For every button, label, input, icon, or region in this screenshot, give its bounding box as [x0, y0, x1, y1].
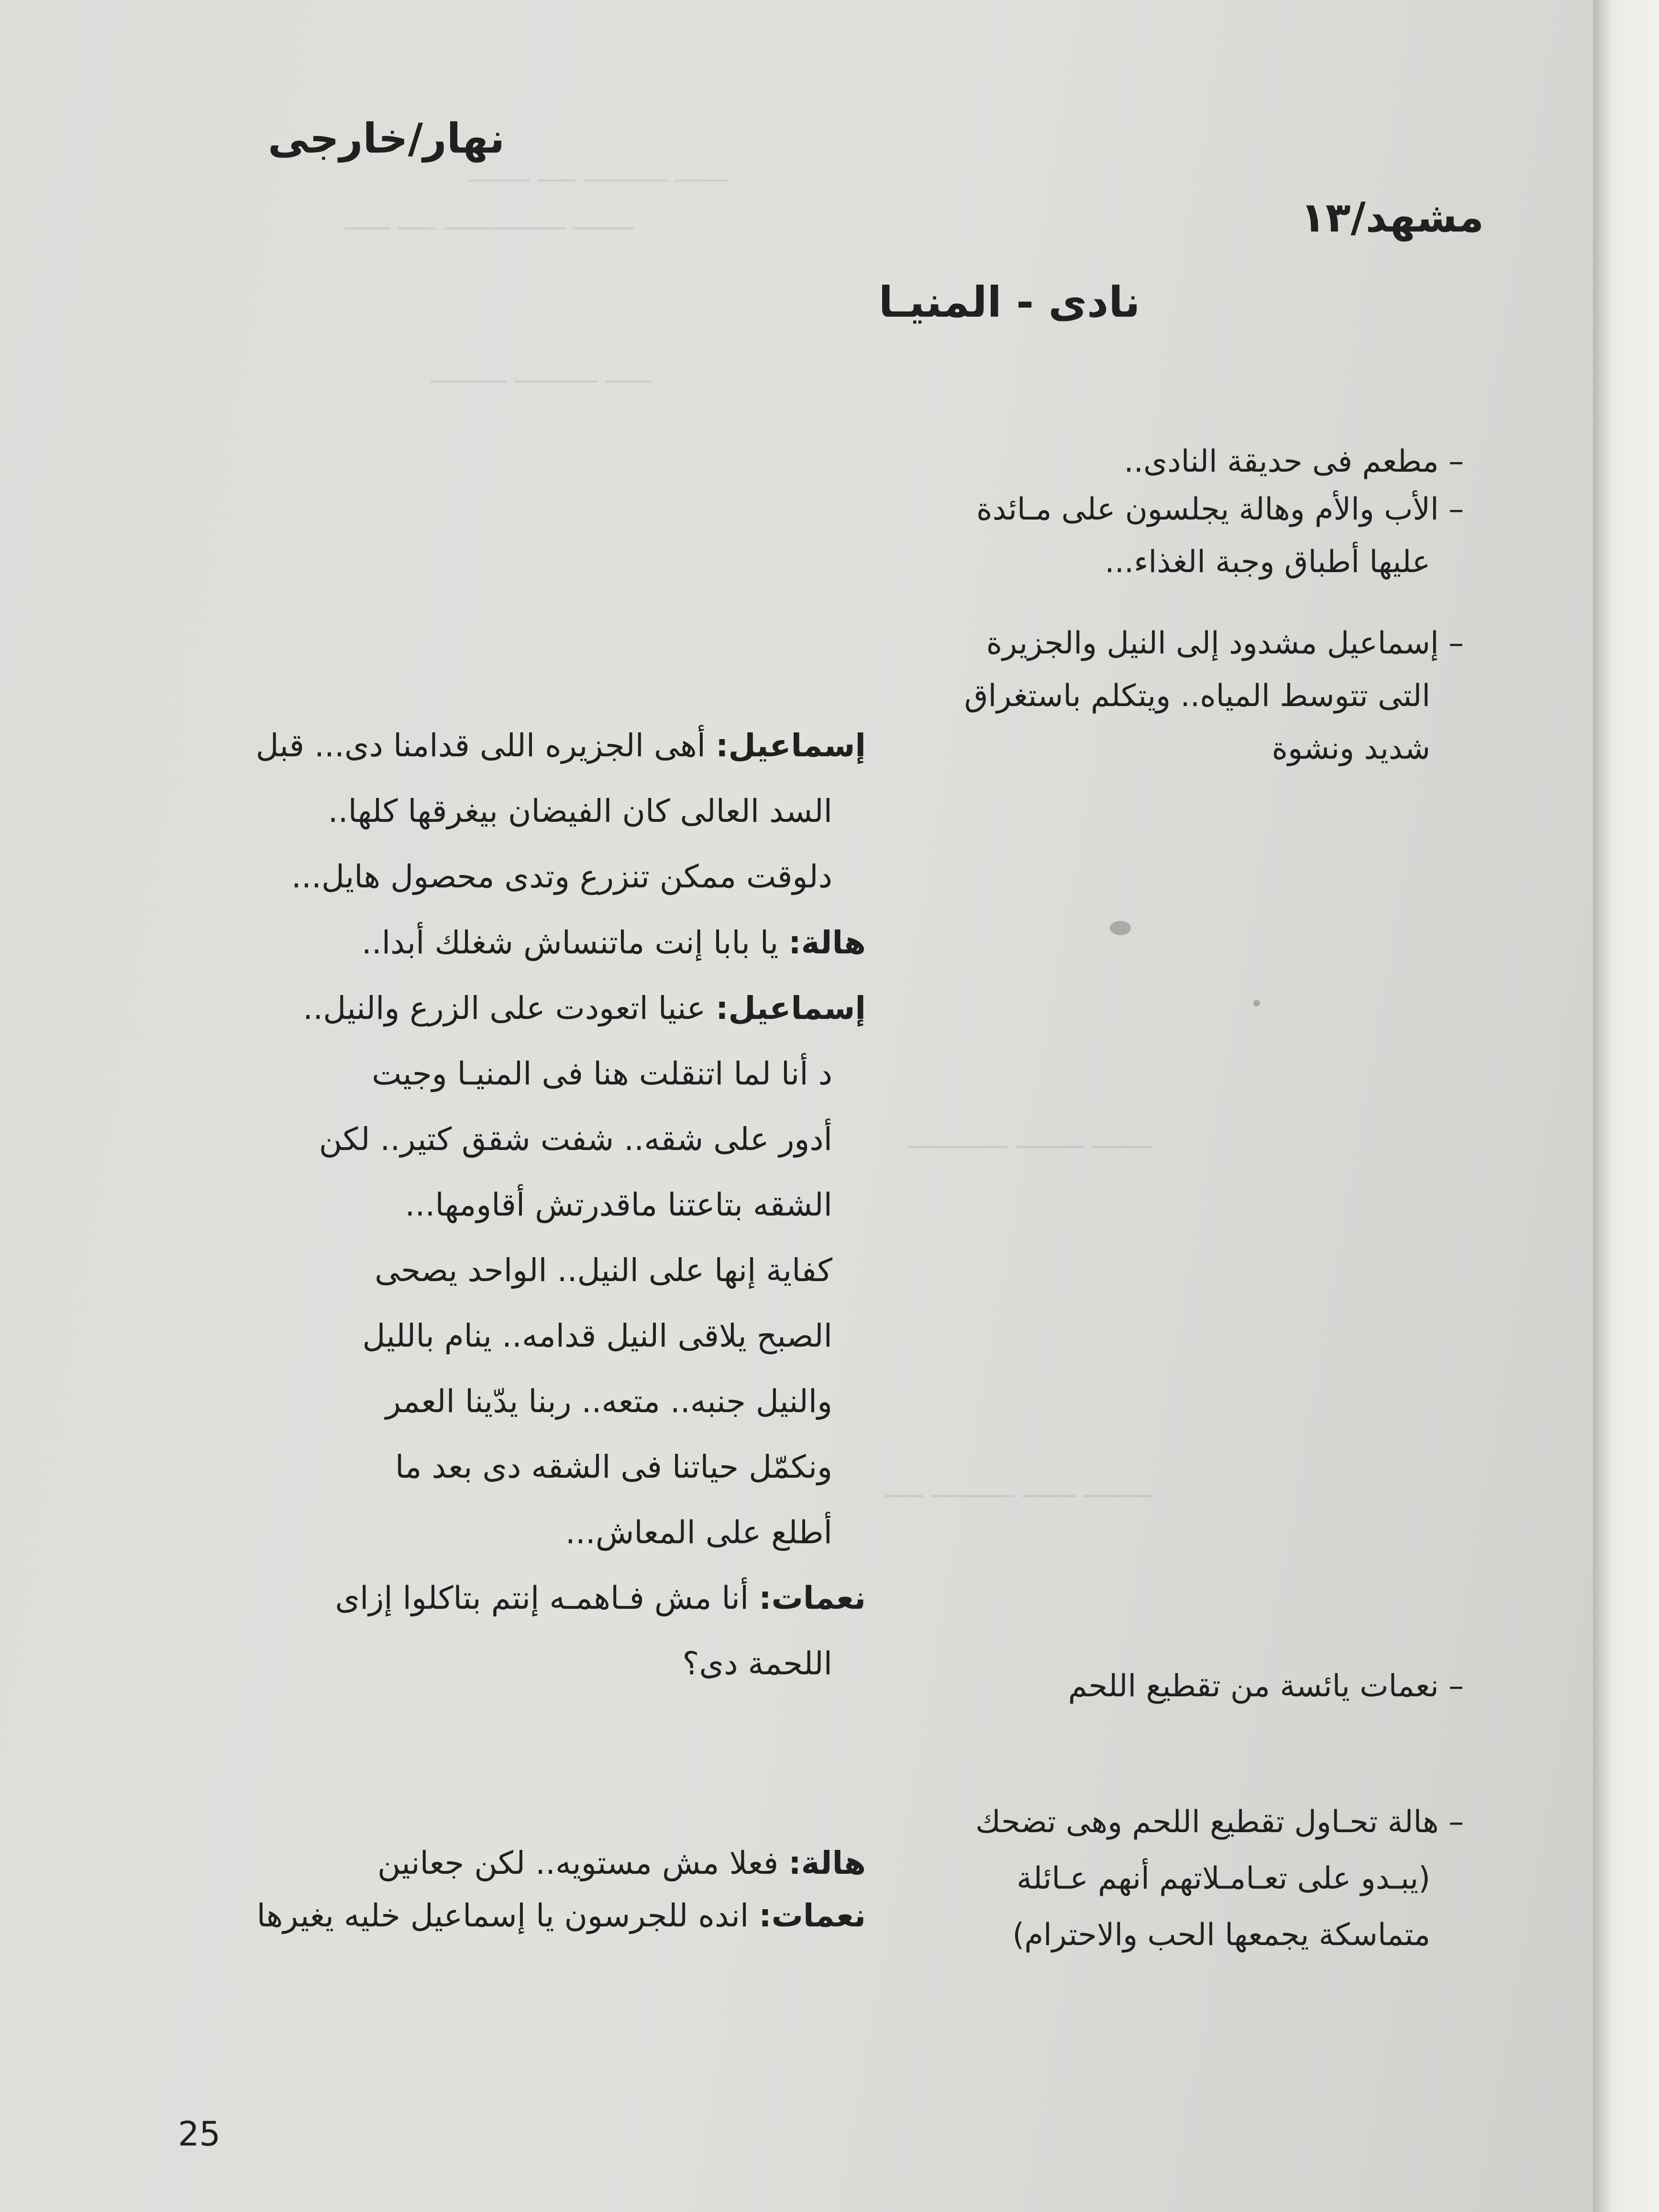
ink-spot	[1110, 921, 1131, 935]
dialogue-line: الشقه بتاعتنا ماقدرتش أقاومها...	[405, 1186, 832, 1223]
scene-location: نادى - المنيـا	[878, 277, 1140, 327]
action-line: عليها أطباق وجبة الغذاء...	[1105, 544, 1430, 580]
dialogue-block-1	[144, 713, 866, 909]
dialogue-line: انده للجرسون يا إسماعيل خليه يغيرها	[256, 1897, 749, 1934]
action-line: التى تتوسط المياه.. ويتكلم باستغراق	[964, 678, 1430, 714]
action-line: متماسكة يجمعها الحب والاحترام)	[1012, 1917, 1430, 1953]
dialogue-line: د أنا لما اتنقلت هنا فى المنيـا وجيت	[372, 1055, 832, 1092]
action-block-1	[804, 435, 1464, 488]
dialogue-line: فعلا مش مستويه.. لكن جعانين	[377, 1845, 779, 1881]
speaker-name: نعمات:	[759, 1580, 866, 1616]
page-number: 25	[178, 2114, 221, 2154]
action-block-4	[804, 1660, 1464, 1713]
dialogue-block-4	[144, 1565, 866, 1696]
action-line: – نعمات يائسة من تقطيع اللحم	[1068, 1669, 1464, 1704]
dialogue-line: دلوقت ممكن تنزرع وتدى محصول هايل...	[291, 858, 832, 895]
dialogue-block-3	[144, 975, 866, 1565]
dialogue-line: أدور على شقه.. شفت شقق كتير.. لكن	[319, 1121, 832, 1158]
dialogue-line: السد العالى كان الفيضان بيغرقها كلها..	[328, 793, 832, 830]
speaker-name: إسماعيل:	[716, 727, 866, 764]
bleed-through-text: ـــــــ ـــــــــــ ـــــ ــــــــ	[469, 158, 728, 188]
dialogue-line: يا بابا إنت ماتنساش شغلك أبدا..	[361, 924, 779, 961]
dialogue-line: اللحمة دى؟	[682, 1645, 832, 1682]
action-line: – مطعم فى حديقة النادى..	[1124, 444, 1464, 479]
action-line: – الأب والأم وهالة يجلسون على مـائدة	[976, 492, 1464, 527]
dialogue-line: أطلع على المعاش...	[565, 1514, 832, 1551]
dialogue-line: عنيا اتعودت على الزرع والنيل..	[303, 990, 706, 1027]
dialogue-block-6	[144, 1890, 866, 1942]
action-block-2	[804, 483, 1464, 588]
action-line: (يبـدو على تعـامـلاتهم أنهم عـائلة	[1017, 1861, 1430, 1896]
dialogue-line: ونكمّل حياتنا فى الشقه دى بعد ما	[395, 1449, 832, 1485]
bleed-through-text: ـــــــــ ـــــــ ـــــــــــ ـــــ	[885, 1473, 1152, 1504]
dialogue-line: أهى الجزيره اللى قدامنا دى... قبل	[255, 727, 706, 764]
speaker-name: نعمات:	[759, 1897, 866, 1934]
speaker-name: هالة:	[788, 1845, 866, 1881]
speaker-name: إسماعيل:	[716, 990, 866, 1027]
bleed-through-text: ــــــــ ــــــــــــــــ ـــــ ــــــ	[344, 206, 634, 236]
dialogue-line: والنيل جنبه.. متعه.. ربنا يدّينا العمر	[386, 1383, 832, 1420]
bleed-through-text: ــــــــ ـــــــــ ـــــــــــــ	[909, 1124, 1152, 1154]
scene-number-label: مشهد/١٣	[1300, 194, 1484, 242]
dialogue-block-2	[144, 910, 866, 975]
ink-spot	[1253, 1000, 1260, 1006]
dialogue-block-5	[144, 1837, 866, 1890]
action-line: شديد ونشوة	[1272, 731, 1430, 766]
scene-time-label: نهار/خارجى	[268, 115, 505, 163]
action-block-3	[804, 617, 1464, 775]
dialogue-line: أنا مش فـاهمـه إنتم بتاكلوا إزاى	[335, 1580, 749, 1616]
speaker-name: هالة:	[788, 924, 866, 961]
action-line: – هالة تحـاول تقطيع اللحم وهى تضحك	[975, 1804, 1464, 1840]
bleed-through-text: ــــــ ـــــــــــ ــــــــــ	[431, 359, 652, 389]
dialogue-line: الصبح يلاقى النيل قدامه.. ينام بالليل	[362, 1317, 832, 1354]
dialogue-line: كفاية إنها على النيل.. الواحد يصحى	[375, 1252, 832, 1289]
next-page-edge	[1593, 0, 1659, 2212]
action-line: – إسماعيل مشدود إلى النيل والجزيرة	[986, 626, 1464, 661]
action-block-5	[804, 1794, 1464, 1963]
